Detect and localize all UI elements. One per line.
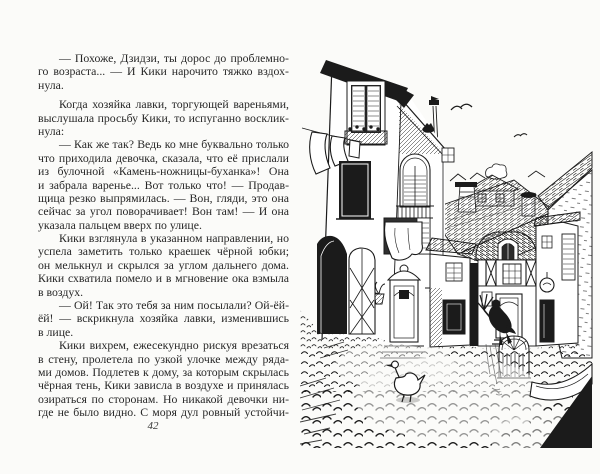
- text-line: в стену, пролетела по узкой улочке между ряда-: [38, 351, 289, 366]
- text-line: Кики схватила помело и в мгновение ока взмыла: [38, 271, 289, 286]
- bird-icon: [451, 104, 527, 137]
- text-line: — Ой! Так это тебя за ним посылали? Ой-ёй-: [59, 298, 289, 313]
- text-line: го возраста... — И Кики нарочито тяжко вздох-: [38, 64, 289, 79]
- narrow-building: [534, 212, 580, 346]
- text-line: ми домов. Подлетев к дому, за которым скрылась: [38, 364, 289, 379]
- page-text-column: [38, 52, 289, 420]
- text-line: в лице.: [38, 324, 74, 339]
- text-line: чёрная тень, Кики зависла в воздухе и принялась: [38, 378, 289, 393]
- text-line: в воздух.: [38, 284, 84, 299]
- text-line: из булочной «Камень-ножницы-буханка»! Она: [38, 164, 289, 179]
- goose-head: [392, 361, 399, 368]
- text-line: Когда хозяйка лавки, торгующей вареньями,: [59, 97, 289, 112]
- text-line: нула:: [38, 123, 65, 138]
- text-line: и забрала варенье... Вот только что! — Продав-: [38, 177, 289, 192]
- text-line: щица резко выпрямилась. — Вон, гляди, это она: [38, 190, 289, 205]
- lattice-gate: [349, 248, 375, 334]
- shuttered-window: [345, 81, 387, 145]
- dark-window: [336, 161, 374, 219]
- street-illustration: [300, 48, 595, 448]
- slot-door: [540, 300, 554, 342]
- hanging-sheet: [385, 222, 423, 260]
- dark-archway: [317, 236, 347, 334]
- page-number: 42: [147, 420, 159, 432]
- text-line: озираться по сторонам. Но никакой девочки ни-: [38, 391, 289, 406]
- witch-head: [492, 300, 501, 309]
- text-line: Кики взглянула в указанном направлении, но: [59, 231, 289, 246]
- cloth-window: [384, 218, 430, 260]
- text-line: он мелькнул и скрылся за углом дальнего дома.: [38, 257, 289, 272]
- text-line: указала пальцем вверх по улице.: [38, 217, 202, 232]
- round-sign: [540, 278, 554, 292]
- text-line: где не было видно. С моря дул ровный устойчи-: [38, 405, 289, 420]
- text-line: выслушала просьбу Кики, то испуганно восклик-: [38, 110, 289, 125]
- illustration-svg: [300, 48, 595, 448]
- text-line: нула.: [38, 77, 64, 92]
- dark-door: [443, 300, 465, 334]
- text-line: — Похоже, Дзидзи, ты дорос до проблемно-: [59, 51, 289, 65]
- text-line: успела заметить только краешек чёрной юбки;: [38, 244, 289, 259]
- text-line: что приходила девочка, сказала, что её прислали: [38, 150, 289, 165]
- text-line: сейчас за угол поворачивает! Вон там! — И она: [38, 204, 289, 219]
- text-line: ёй! — вскрикнула хозяйка лавки, изменившись: [38, 311, 289, 326]
- alley-shadow: [470, 263, 478, 346]
- text-line: Кики вихрем, ежесекундно рискуя врезаться: [59, 338, 289, 353]
- text-line: — Как же так? Ведь ко мне буквально только: [59, 137, 289, 152]
